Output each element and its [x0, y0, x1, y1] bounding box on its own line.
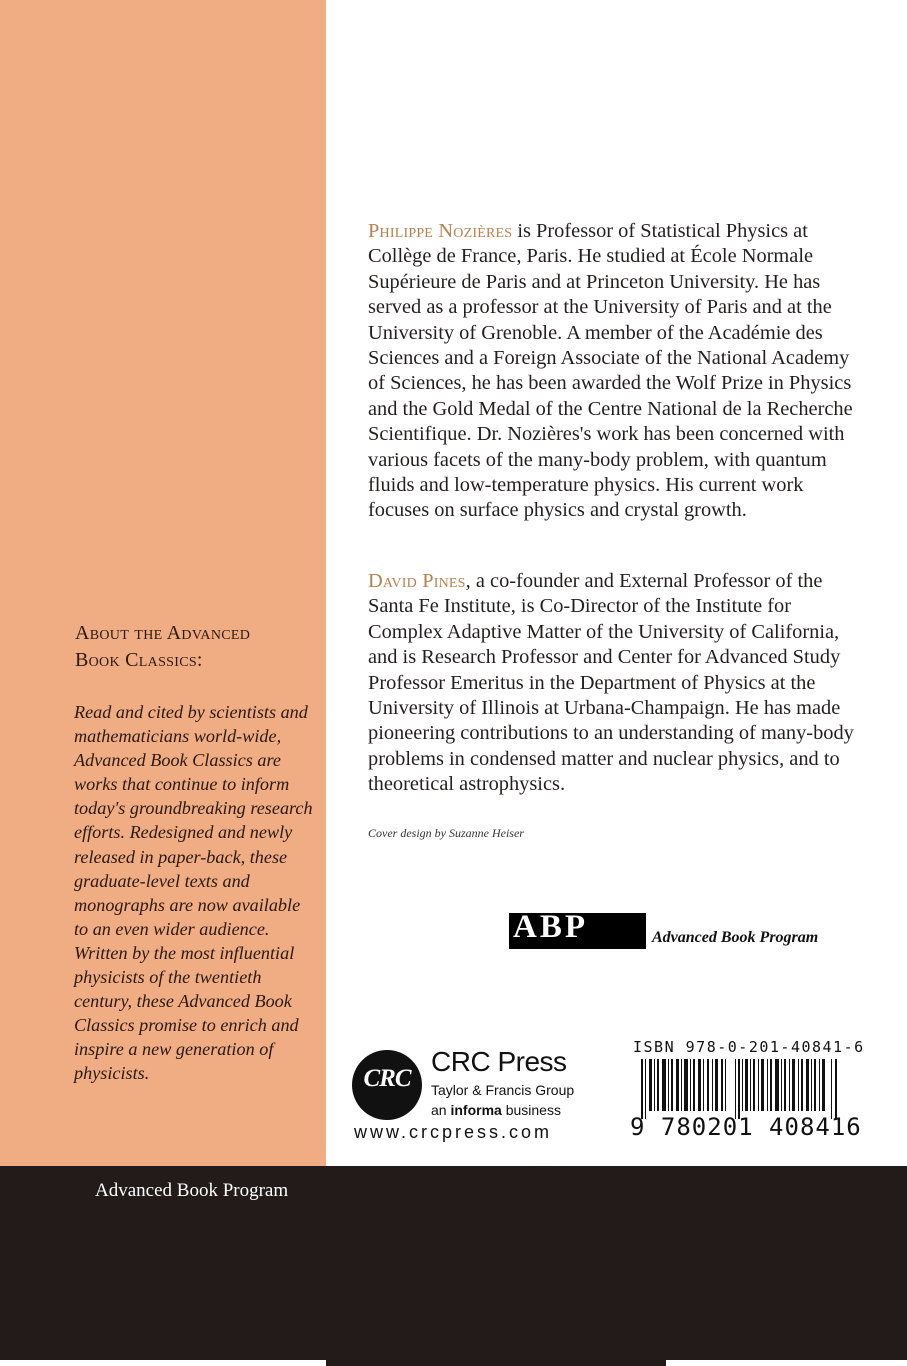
crc-logo-text: CRC [363, 1065, 411, 1092]
isbn-label: ISBN 978-0-201-40841-6 [633, 1038, 865, 1056]
publisher-group: Taylor & Francis Group [431, 1082, 575, 1098]
barcode-icon [641, 1059, 838, 1119]
about-description: Read and cited by scientists and mathematicians world-wide, Advanced Book Classics are works that continue to inform today's groundbreaking research efforts. Redesigned and newly released in paper-back, these graduate-level texts and monographs are now available to an even wider audience. Written by the most influential physicists of the twentieth century, these Advanced Book Classics promise to enrich and inspire a new generation of physicists. [74, 702, 313, 1084]
author-bio-nozieres [368, 219, 868, 524]
publisher-url: www.crcpress.com [354, 1122, 553, 1142]
abp-logo-letters: ABP [513, 909, 588, 945]
barcode-digits: 9 780201 408416 [630, 1113, 862, 1141]
abp-program-label: Advanced Book Program [652, 929, 819, 946]
author-bio-pines [368, 569, 868, 798]
bottom-program-label: Advanced Book Program [95, 1180, 289, 1201]
cover-design-credit: Cover design by Suzanne Heiser [368, 826, 524, 840]
bottom-right-band [590, 1212, 907, 1360]
publisher-name: CRC Press [431, 1046, 567, 1077]
author-name: David Pines [368, 570, 466, 592]
about-heading: About the Advanced Book Classics: [75, 622, 251, 671]
author-bio-text: , a co-founder and External Professor of the Santa Fe Institute, is Co-Director of the Institute for Complex Adaptive Matter of the University of California, and is Research Professor and Center for Advanced Study Professor Emeritus in the Department of Physics at the University of Illinois at Urbana-Champaign. He has made pioneering contributions to an understanding of many-body problems in condensed matter and nuclear physics, and to theoretical astrophysics. [368, 570, 854, 796]
author-bio-text: is Professor of Statistical Physics at Collège de France, Paris. He studied at École Normale Supérieure de Paris and at Princeton University. He has served as a professor at the University of Paris and at the University of Grenoble. A member of the Académie des Sciences and a Foreign Associate of the National Academy of Sciences, he has been awarded the Wolf Prize in Physics and the Gold Medal of the Centre National de la Recherche Scientifique. Dr. Nozières's work has been concerned with various facets of the many-body problem, with quantum fluids and low-temperature physics. His current work focuses on surface physics and crystal growth. [368, 220, 853, 522]
publisher-informa: an informa business [431, 1102, 561, 1118]
author-name: Philippe Nozières [368, 220, 513, 242]
